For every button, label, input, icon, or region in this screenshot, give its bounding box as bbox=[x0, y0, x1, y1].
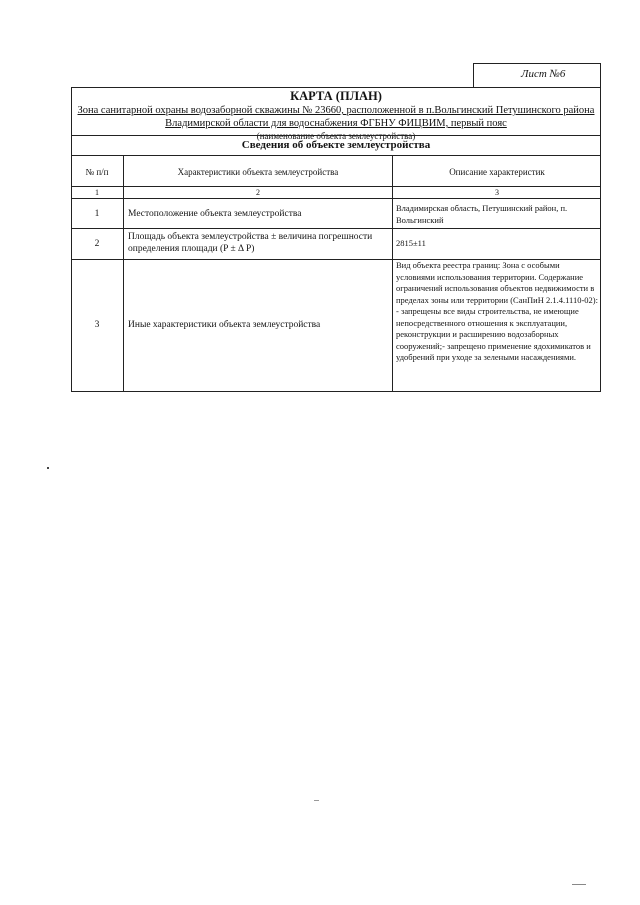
column-number-3: 3 bbox=[495, 188, 499, 197]
column-header-num: № п/п bbox=[85, 167, 109, 177]
table-row-2-num: 2 bbox=[94, 239, 100, 249]
scan-mark-corner bbox=[572, 884, 586, 885]
scan-mark bbox=[314, 800, 319, 801]
table-row-1-num: 1 bbox=[94, 209, 100, 219]
table-row-1-characteristic: Местоположение объекта землеустройства bbox=[128, 209, 302, 219]
divider-section bbox=[71, 155, 601, 156]
table-row-3-num: 3 bbox=[94, 320, 100, 330]
table-line-row1 bbox=[71, 228, 601, 229]
document-header bbox=[71, 88, 601, 142]
section-title: Сведения об объекте землеустройства bbox=[241, 139, 431, 151]
table-line-colnums bbox=[71, 198, 601, 199]
divider-header bbox=[71, 135, 601, 136]
sheet-number-label: Лист №6 bbox=[521, 68, 566, 80]
table-row-3-description: Вид объекта реестра границ: Зона с особыми условиями использования территории. Содержание ограничений использования объектов недвижимости в пределах зоны или территории (СанПиН 2.1.4.1110-02): - запрещены все виды строительства, не имеющие непосредственного отношения к эксплуатации, реконструкции и расширению водозаборных сооружений;- запрещено применение ядохимикатов и удобрений при уходе за зелеными насаждениями. bbox=[396, 260, 599, 362]
zone-description: Зона санитарной охраны водозаборной скважины № 23660, расположенной в п.Вольгинский Петушинского района Владимирской области для водоснабжения ФГБНУ ФИЦВИМ, первый пояс bbox=[77, 105, 595, 129]
document-title: КАРТА (ПЛАН) bbox=[290, 89, 382, 103]
table-row-2-description: 2815±11 bbox=[396, 238, 426, 248]
object-caption: (наименование объекта землеустройства) bbox=[256, 131, 416, 141]
scan-speck bbox=[47, 467, 49, 469]
table-row-1-description: Владимирская область, Петушинский район, п. Вольгинский bbox=[396, 203, 568, 225]
table-row-2-characteristic: Площадь объекта землеустройства ± величина погрешности определения площади (P ± Δ P) bbox=[128, 232, 373, 254]
column-number-2: 2 bbox=[256, 188, 260, 197]
column-number-1: 1 bbox=[95, 188, 99, 197]
column-header-description: Описание характеристик bbox=[449, 167, 545, 177]
column-header-characteristic: Характеристики объекта землеустройства bbox=[177, 167, 339, 177]
table-row-3-characteristic: Иные характеристики объекта землеустройства bbox=[128, 320, 321, 330]
